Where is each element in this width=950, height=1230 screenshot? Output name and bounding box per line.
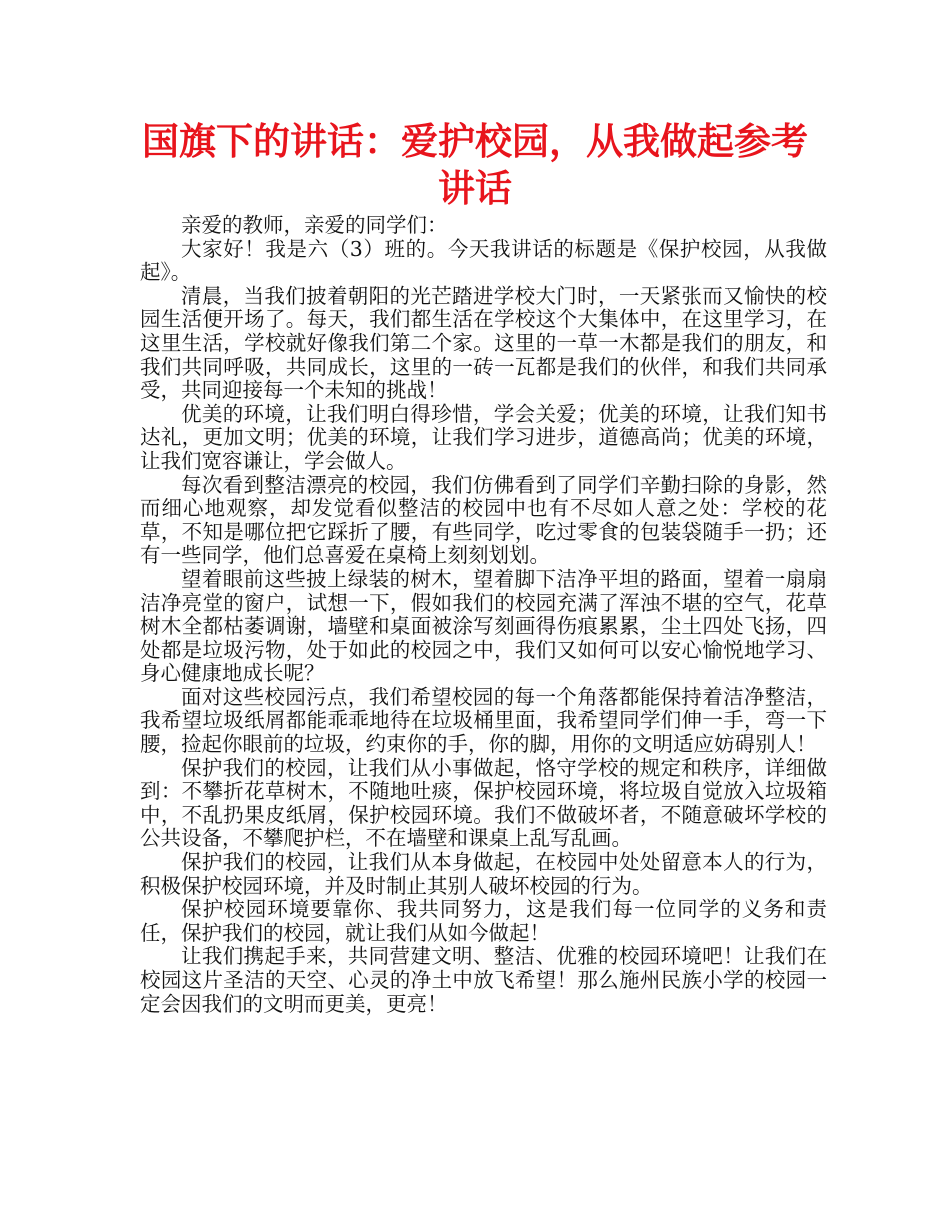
body-paragraph: 保护校园环境要靠你、我共同努力，这是我们每一位同学的义务和责任，保护我们的校园，就让我们从如今做起！ — [140, 897, 827, 945]
body-paragraph: 保护我们的校园，让我们从本身做起，在校园中处处留意本人的行为，积极保护校园环境，并及时制止其别人破坏校园的行为。 — [140, 850, 827, 898]
salutation-paragraph: 亲爱的教师，亲爱的同学们： — [181, 213, 448, 237]
body-paragraph: 面对这些校园污点，我们希望校园的每一个角落都能保持着洁净整洁，我希望垃圾纸屑都能乖乖地待在垃圾桶里面，我希望同学们伸一手，弯一下腰，捡起你眼前的垃圾，约束你的手，你的脚，用你的文明适应妨碍别人！ — [140, 684, 827, 757]
document-title: 国旗下的讲话：爱护校园，从我做起参考讲话 — [142, 120, 808, 210]
body-paragraph: 望着眼前这些披上绿装的树木，望着脚下洁净平坦的路面，望着一扇扇洁净亮堂的窗户，试想一下，假如我们的校园充满了浑浊不堪的空气，花草树木全都枯萎调谢，墙壁和桌面被涂写刻画得伤痕累累，尘土四处飞扬，四处都是垃圾污物，处于如此的校园之中，我们又如何可以安心愉悦地学习、身心健康地成长呢？ — [140, 566, 827, 686]
body-paragraph: 每次看到整洁漂亮的校园，我们仿佛看到了同学们辛勤扫除的身影，然而细心地观察，却发觉看似整洁的校园中也有不尽如人意之处：学校的花草，不知是哪位把它踩折了腰，有些同学，吃过零食的包装袋随手一扔；还有一些同学，他们总喜爱在桌椅上刻刻划划。 — [140, 472, 827, 568]
closing-paragraph: 让我们携起手来，共同营建文明、整洁、优雅的校园环境吧！让我们在校园这片圣洁的天空、心灵的净土中放飞希望！那么施州民族小学的校园一定会因我们的文明而更美，更亮！ — [140, 944, 827, 1016]
body-paragraph: 保护我们的校园，让我们从小事做起，恪守学校的规定和秩序，详细做到：不攀折花草树木，不随地吐痰，保护校园环境，将垃圾自觉放入垃圾箱中，不乱扔果皮纸屑，保护校园环境。我们不做破坏者，不随意破坏学校的公共设备，不攀爬护栏，不在墙壁和课桌上乱写乱画。 — [140, 755, 827, 851]
body-paragraph: 优美的环境，让我们明白得珍惜，学会关爱；优美的环境，让我们知书达礼，更加文明；优美的环境，让我们学习进步，道德高尚；优美的环境，让我们宽容谦让，学会做人。 — [140, 401, 827, 473]
document-body — [140, 214, 827, 1016]
body-paragraph: 清晨，当我们披着朝阳的光芒踏进学校大门时，一天紧张而又愉快的校园生活便开场了。每天，我们都生活在学校这个大集体中，在这里学习，在这里生活，学校就好像我们第二个家。这里的一草一木都是我们的朋友，和我们共同呼吸，共同成长，这里的一砖一瓦都是我们的伙伴，和我们共同承受，共同迎接每一个未知的挑战！ — [140, 283, 827, 403]
body-paragraph: 大家好！我是六（3）班的。今天我讲话的标题是《保护校园，从我做起》。 — [140, 236, 827, 285]
